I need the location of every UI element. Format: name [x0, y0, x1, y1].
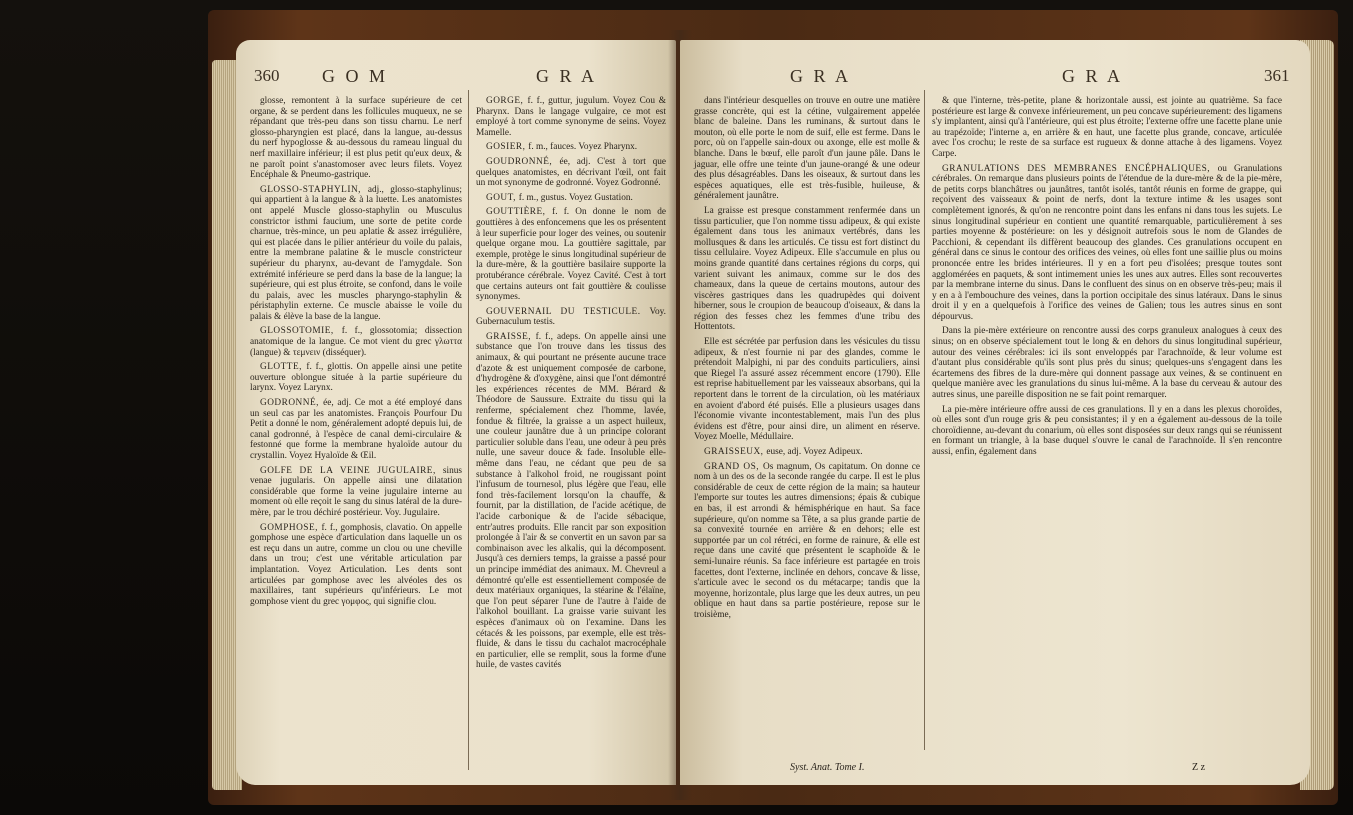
right-running-head-left: G R A — [790, 66, 852, 86]
entry-headword: GRAND OS, — [704, 461, 763, 472]
entry-text: adj., glosso-staphylinus; qui appartient à la langue & à la luette. Les anatomistes ont appelé Muscle glosso-staphylin ou Musculus constrictor isthmi faucium, une sorte de petite corde charnue, très-mince, un peu aplatie & assez irrégulière, qui est placée dans le pilier antérieur du voile du palais, entre la membrane palatine & le muscle constricteur supérieur du pharynx, au-devant de l'amygdale. Son extrémité inférieure se perd dans la base de la langue; la supérieure, qui est plus étroite, se confond, dans le voile du palais, avec les muscles pharyngo-staphylin & péristaphylin externe. Ce muscle abaisse le voile du palais & élève la base de la langue. — [250, 184, 462, 322]
entry-headword: GLOTTE, — [260, 362, 307, 373]
entry-headword: GOUTTIÈRE, — [486, 207, 553, 218]
entry-headword: GLOSSOTOMIE, — [260, 326, 342, 337]
entry-text: La pie-mère intérieure offre aussi de ces granulations. Il y en a dans les plexus choroïdes, où elles sont d'un rouge gris & peu consistantes; il y en a également au-dessous de la toile choroïdienne, au-devant du conarium, où elles sont disposées sur deux rangs qui se réunissent en formant un triangle, à la base duquel s'ouvre le canal de l'arachnoïde. Il s'en rencontre aussi, enfin, également dans — [932, 404, 1282, 457]
dictionary-entry — [932, 405, 1282, 458]
right-column-1 — [694, 96, 920, 625]
dictionary-entry — [250, 362, 462, 394]
dictionary-entry — [250, 326, 462, 358]
entry-text: euse, adj. Voyez Adipeux. — [766, 447, 863, 457]
entry-headword: GODRONNÉ, — [260, 398, 324, 409]
column-rule — [468, 90, 469, 770]
dictionary-entry — [476, 207, 666, 302]
dictionary-entry — [250, 185, 462, 323]
dictionary-entry — [476, 96, 666, 138]
left-page — [236, 40, 676, 785]
entry-headword: GRANULATIONS DES MEMBRANES ENCÉPHALIQUES, — [942, 163, 1218, 174]
entry-text: sinus venae jugularis. On appelle ainsi une dilatation considérable que forme la veine jugulaire interne au moment où elle reçoit le sang du sinus latéral de la dure-mère, par le trou déchiré postérieur. Voy. Jugulaire. — [250, 465, 462, 518]
dictionary-entry — [932, 96, 1282, 160]
dictionary-entry — [476, 142, 666, 153]
dictionary-entry — [694, 96, 920, 202]
dictionary-entry — [250, 398, 462, 462]
dictionary-entry — [932, 164, 1282, 323]
entry-text: f. m., fauces. Voyez Pharynx. — [528, 142, 638, 153]
entry-text: & que l'interne, très-petite, plane & horizontale aussi, est jointe au quatrième. Sa face postérieure est large & convexe inférieurement, un peu concave supérieurement: des ligamens s'y implantent, ainsi qu'à l'antérieure, qui est plus étroite; l'externe offre une facette plane unie au trapézoïde; l'interne a, en arrière & en haut, une facette plus grande, concave, articulée avec l'os crochu; le reste de sa surface est rugueux & donne attache à des ligamens. Voyez Carpe. — [932, 96, 1282, 159]
left-column-2 — [476, 96, 666, 675]
left-column-1 — [250, 96, 462, 611]
dictionary-entry — [476, 307, 666, 328]
entry-text: Voy. Gubernaculum testis. — [476, 306, 666, 328]
entry-text: f. f. On donne le nom de gouttières à des enfoncemens que les os présentent à leur superficie pour loger des veines, ou soutenir quelque organe mou. La gouttière sagittale, par exemple, protège le sinus longitudinal supérieur de la dure-mère, & la gouttière basilaire supporte la protubérance cérébrale. Voyez Cavité. C'est à tort que certains auteurs ont fait gouttière & coulisse synonymes. — [476, 207, 666, 303]
dictionary-entry — [694, 206, 920, 333]
entry-headword: GOUT, — [486, 192, 519, 203]
right-column-2 — [932, 96, 1282, 462]
dictionary-entry — [250, 466, 462, 519]
entry-text: f. f., gomphosis, clavatio. On appelle gomphose une espèce d'articulation dans laquelle un os est reçu dans un autre, comme un clou ou une cheville dans un trou; c'est une véritable articulation par implantation. Voyez Articulation. Les dents sont articulées par gomphose avec les alvéoles des os maxillaires, tant supérieurs qu'inférieurs. Le mot gomphose vient du grec γομφος, qui signifie clou. — [250, 522, 462, 607]
entry-text: dans l'intérieur desquelles on trouve en outre une matière grasse concrète, qui est la cétine, vulgairement appelée blanc de baleine. Dans les ruminans, & surtout dans le mouton, où elle porte le nom de suif, elle est ferme. Dans le porc, où on l'appelle sain-doux ou axonge, elle est molle & blanche. Dans le bœuf, elle paroît d'un jaune pâle. Dans le jaguar, elle offre une teinte d'un jaune-orangé & une odeur des plus désagréables. Dans les oiseaux, & surtout dans les espèces aquatiques, elle est très-fusible, huileuse, & généralement jaunâtre. — [694, 96, 920, 202]
dictionary-entry — [476, 157, 666, 189]
entry-headword: GRAISSEUX, — [704, 447, 767, 457]
dictionary-entry — [250, 523, 462, 608]
dictionary-entry — [250, 96, 462, 181]
entry-headword: GLOSSO-STAPHYLIN, — [260, 184, 368, 195]
entry-text: La graisse est presque constamment renfermée dans un tissu particulier, que l'on nomme tissu adipeux, & qui existe également dans tous les animaux vertébrés, dans les mollusques & dans les articulés. Ce tissu est fort distinct du tissu cellulaire. Voyez Adipeux. Elle s'accumule en plus ou moins grande quantité dans certaines régions du corps, qui varient suivant les animaux, comme sur le dos des chameaux, dans la queue de certains moutons, autour des viscères gastriques dans les quadrupèdes qui doivent hiberner, sous le croupion de beaucoup d'oiseaux, & dans la région des fesses chez les femmes d'une tribu des Hottentots. — [694, 205, 920, 333]
entry-text: f. f., guttur, jugulum. Voyez Cou & Pharynx. Dans le langage vulgaire, ce mot est employé à tort comme synonyme de seins. Voyez Mamelle. — [476, 96, 666, 138]
entry-text: f. m., gustus. Voyez Gustation. — [518, 192, 633, 203]
dictionary-entry — [694, 337, 920, 443]
dictionary-entry — [932, 326, 1282, 400]
entry-headword: GOLFE DE LA VEINE JUGULAIRE, — [260, 465, 443, 476]
entry-headword: GOUVERNAIL DU TESTICULE. — [486, 306, 650, 317]
entry-text: ée, adj. Ce mot a été employé dans un seul cas par les anatomistes. François Pourfour Du Petit a donné le nom, généralement adopté depuis lui, de canal godronné, à l'espèce de canal demi-circulaire & festonné que forme la membrane hyaloïde autour du crystallin. Voyez Hyaloïde & Œil. — [250, 398, 462, 461]
entry-text: f. f., adeps. On appelle ainsi une substance que l'on trouve dans les tissus des animaux, & qui pourtant ne présente aucune trace d'azote & est uniquement composée de carbone, d'hydrogène & d'oxygène, ainsi que l'ont démontré les expériences récentes de MM. Bérard & Théodore de Saussure. Extraite du tissu qui la renferme, spécialement chez l'homme, lavée, fondue & filtrée, la graisse a un aspect huileux, une couleur jaunâtre due à un principe colorant particulier soluble dans l'eau, une odeur à peu près nulle, une saveur douce & fade. Insoluble elle-même dans l'eau, ne cédant que peu de sa substance à l'alkohol froid, ne rougissant point l'infusum de tournesol, plus légère que l'eau, elle fond très-facilement lorsqu'on la chauffe, & fournit, par la distillation, de l'acide acétique, de l'acide carbonique & de l'acide sébacique, entr'autres produits. Elle rancit par son exposition prolongée à l'air & se convertit en un savon par sa combinaison avec les alkalis, qui la décomposent. Jusqu'à ces derniers temps, la graisse a passé pour un principe immédiat des animaux. M. Chevreul a démontré qu'elle est essentiellement composée de deux matériaux organiques, la stéarine & l'élaïne, que l'on peut séparer l'une de l'autre à l'aide de l'alkohol bouillant. La graisse varie suivant les espèces d'animaux où on l'examine. Dans les cétacés & les poissons, par exemple, elle est très-fluide, & dans le tissu du cachalot macrocéphale en particulier, elle se remplit, sous la forme d'une huile, de vastes cavités — [476, 331, 666, 671]
entry-text: Os magnum, Os capitatum. On donne ce nom à un des os de la seconde rangée du carpe. Il est le plus considérable de ceux de cette région de la main; sa hauteur l'emporte sur toutes les autres dimensions; épais & cubique en bas, il est arrondi & hémisphérique en haut. Sa face supérieure, qu'on nomme sa Tête, a sa plus grande partie de sa convexité tournée en arrière & en dehors; elle est supportée par un col rétréci, en forme de rainure, & elle est reçue dans une cavité que présentent le scaphoïde & le semi-lunaire réunis. Sa face inférieure est partagée en trois facettes, dont l'externe, inclinée en dehors, concave & lisse, s'articule avec le second os du métacarpe; tandis que la moyenne, horizontale, plus large que les deux autres, un peu oblique en haut dans sa partie postérieure, repose sur le troisième, — [694, 461, 920, 620]
right-page-number: 361 — [1264, 66, 1290, 85]
entry-headword: GOUDRONNÉ, — [486, 156, 560, 167]
entry-text: f. f., glottis. On appelle ainsi une petite ouverture oblongue située à la partie supérieure du larynx. Voyez Larynx. — [250, 362, 462, 394]
right-running-head: G R A — [1062, 66, 1124, 86]
entry-headword: GORGE, — [486, 96, 528, 106]
signature-mark: Syst. Anat. Tome I. — [790, 762, 865, 773]
left-running-head-2: G R A — [536, 66, 598, 86]
dictionary-entry — [476, 332, 666, 671]
entry-headword: GOSIER, — [486, 142, 529, 153]
entry-text: Elle est sécrétée par perfusion dans les vésicules du tissu adipeux, & n'est fournie ni par des glandes, comme le prétendoit Malpighi, ni par des conduits particuliers, ainsi que Riegel l'a assuré assez récemment encore (1790). Elle est reprise habituellement par les vaisseaux absorbans, qui la reportent dans le torrent de la circulation, où les matériaux en avoient d'abord été puisés. Elle a plusieurs usages dans l'économie vivante incontestablement, mais l'un des plus évidens est d'être, pour ainsi dire, un aliment en réserve. Voyez Moelle, Médullaire. — [694, 337, 920, 443]
right-page — [680, 40, 1310, 785]
entry-headword: GRAISSE, — [486, 331, 536, 342]
left-running-head: G O M — [322, 66, 389, 86]
entry-text: ée, adj. C'est à tort que quelques anatomistes, en décrivant l'œil, ont fait un mot synonyme de godronné. Voyez Godronné. — [476, 156, 666, 189]
dictionary-entry — [476, 193, 666, 204]
entry-text: f. f., glossotomia; dissection anatomique de la langue. Ce mot vient du grec γλωττα (langue) & τεμνειν (disséquer). — [250, 326, 463, 358]
signature-letters: Z z — [1192, 762, 1206, 773]
dictionary-entry — [694, 447, 920, 458]
column-rule — [924, 90, 925, 750]
left-page-number: 360 — [254, 66, 280, 85]
dictionary-entry — [694, 462, 920, 621]
entry-text: Dans la pie-mère extérieure on rencontre aussi des corps granuleux analogues à ceux des sinus; on en observe spécialement tout le long & en dehors du sinus longitudinal supérieur, autour des veines cérébrales: ici ils sont enveloppés par l'arachnoïde, & leur volume est d'autant plus considérable qu'ils sont plus près du sinus; quelques-uns s'engagent dans les écartemens des fibres de la dure-mère qui donnent passage aux veines, & se continuent en quelque manière avec les granulations du sinus lui-même. A la base du cerveau & autour des autres sinus, une pareille disposition ne se fait point remarquer. — [932, 326, 1282, 401]
entry-text: glosse, remontent à la surface supérieure de cet organe, & se perdent dans les follicules muqueux, ne se répandant que très-peu dans son tissu charnu. Le nerf glosso-pharyngien est placé, dans la langue, au-dessus du nerf hypoglosse & au-dessous du rameau lingual du nerf maxillaire inférieur; il est plus petit qu'eux deux, & ne paroît point s'anastomoser avec leurs filets. Voyez Encéphale & Pneumo-gastrique. — [250, 96, 462, 181]
entry-text: ou Granulations cérébrales. On remarque dans plusieurs points de l'étendue de la dure-mère & de la pie-mère, de petits corps blanchâtres ou jaunâtres, tantôt isolés, tantôt réunis en forme de grappe, qui reçoivent des vaisseaux & point de nerfs, dont la texture intime & les usages sont complètement ignorés, & qu'on ne rencontre point dans les enfans ni dans tous les sujets. Le sinus longitudinal supérieur en contient une quantité remarquable, particulièrement à ses parties moyenne & postérieure: on les y désignoit autrefois sous le nom de Glandes de Pacchioni, & cependant ils diffèrent beaucoup des glandes. Ces granulations occupent en général dans ce sinus le contour des orifices des veines, où elles font une saillie plus ou moins prononcée entre les brides intérieures. Il y en a fort peu d'isolées; presque toutes sont agglomérées en paquets, & sont intimement unies les unes aux autres. Elles sont recouvertes par la membrane interne du sinus. Dans le confluent des sinus on en observe très-peu; mais il y en a à l'embouchure des veines, dans la portion occipitale des sinus latéraux. Dans le sinus droit il y en a quelquefois à l'orifice des veines de Galien; tous les autres sinus en sont dépourvus. — [932, 163, 1282, 322]
entry-headword: GOMPHOSE, — [260, 522, 322, 533]
